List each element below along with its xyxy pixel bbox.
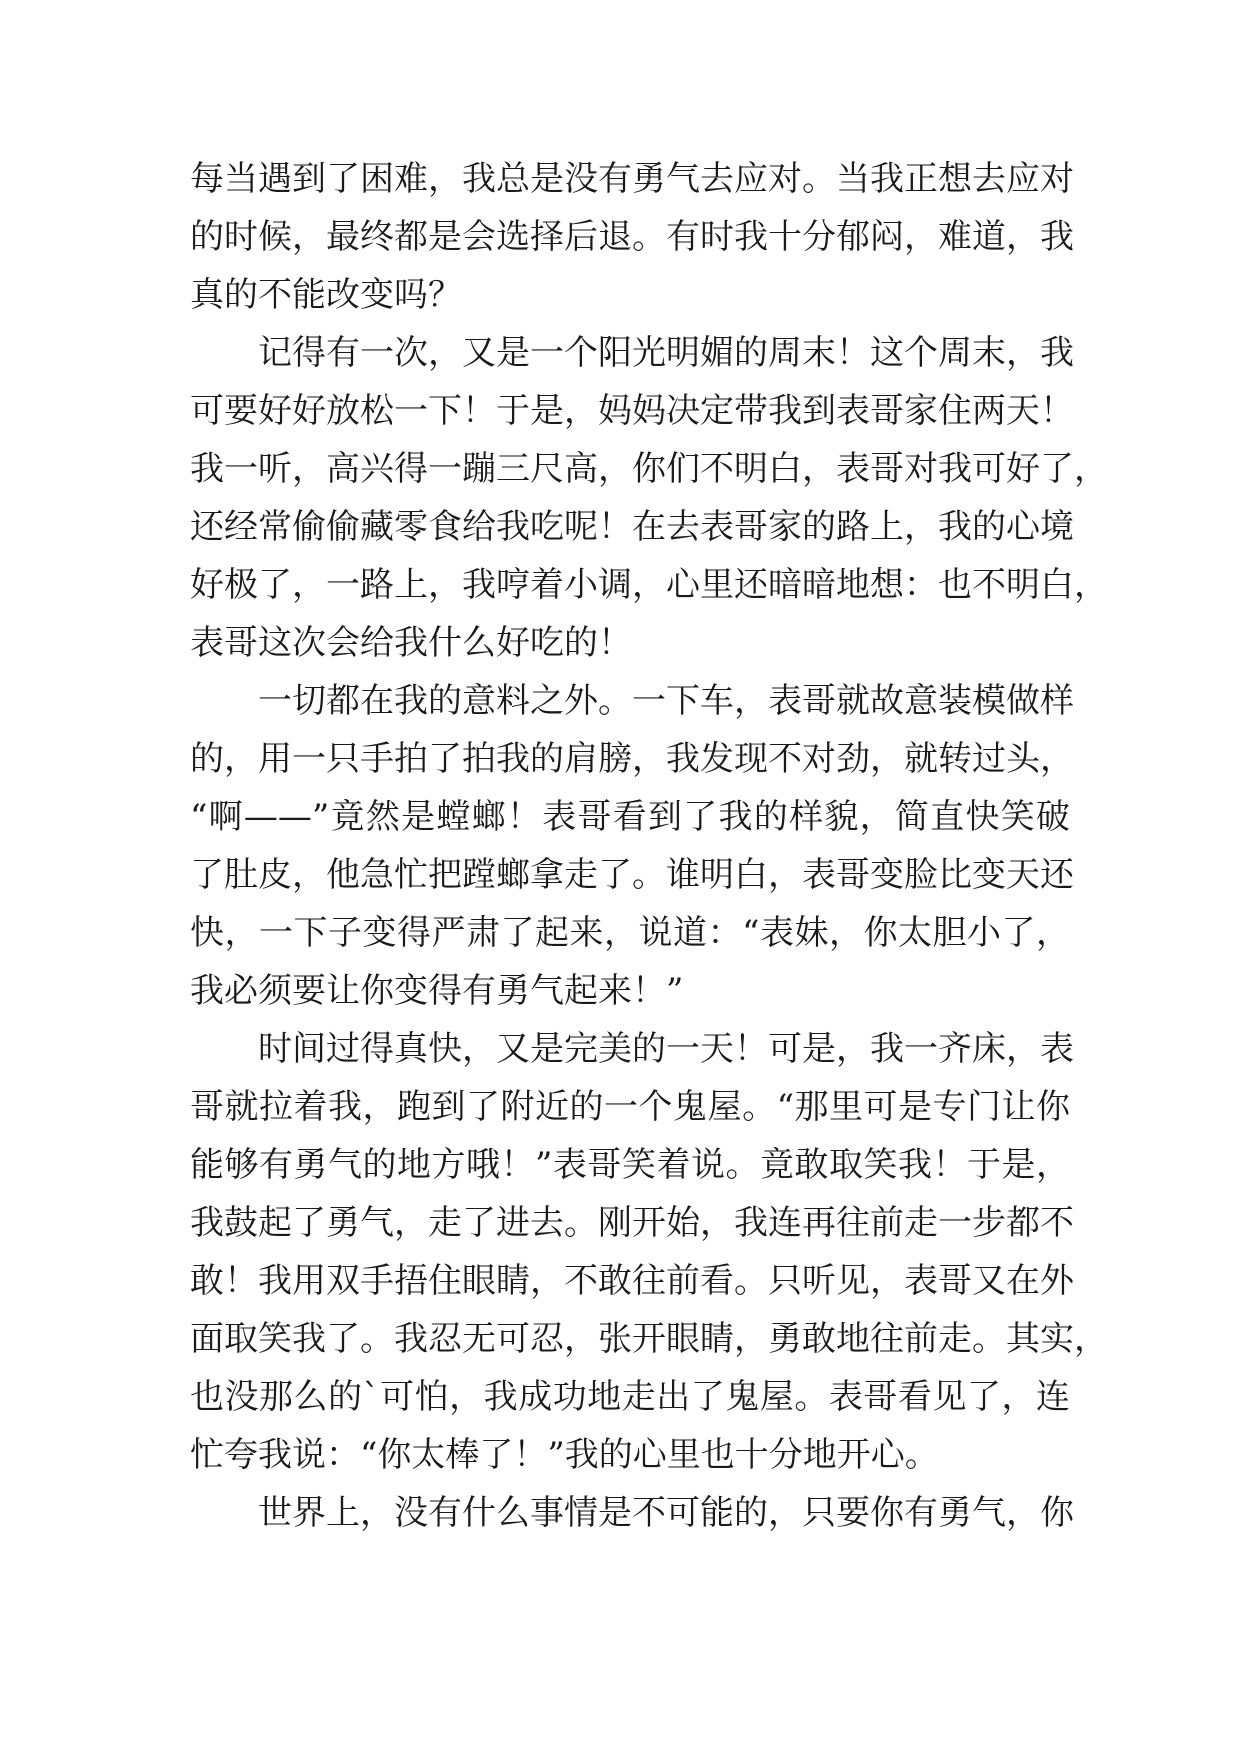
text-line: 还经常偷偷藏零食给我吃呢！在去表哥家的路上，我的心境 — [190, 507, 1074, 547]
essay-body — [190, 150, 1108, 1542]
text-line: 敢！我用双手捂住眼睛，不敢往前看。只听见，表哥又在外 — [190, 1261, 1074, 1301]
text-line: 可要好好放松一下！于是，妈妈决定带我到表哥家住两天！ — [190, 391, 1074, 431]
text-line: 记得有一次，又是一个阳光明媚的周末！这个周末，我 — [258, 333, 1074, 373]
text-line: 也没那么的`可怕，我成功地走出了鬼屋。表哥看见了，连 — [190, 1377, 1070, 1417]
text-line: 的，用一只手拍了拍我的肩膀，我发现不对劲，就转过头， — [190, 739, 1074, 779]
text-line: 我鼓起了勇气，走了进去。刚开始，我连再往前走一步都不 — [190, 1203, 1074, 1243]
text-line: 的时候，最终都是会选择后退。有时我十分郁闷，难道，我 — [190, 217, 1074, 257]
text-line: “啊——”竟然是螳螂！表哥看到了我的样貌，简直快笑破 — [190, 797, 1070, 837]
text-line: 表哥这次会给我什么好吃的！ — [190, 623, 632, 663]
text-line: 了肚皮，他急忙把蹚螂拿走了。谁明白，表哥变脸比变天还 — [190, 855, 1074, 895]
text-line: 能够有勇气的地方哦！”表哥笑着说。竟敢取笑我！于是， — [190, 1145, 1070, 1185]
text-line: 世界上，没有什么事情是不可能的，只要你有勇气，你 — [258, 1493, 1074, 1533]
text-line: 忙夸我说：“你太棒了！”我的心里也十分地开心。 — [190, 1435, 939, 1475]
text-line: 真的不能改变吗？ — [190, 275, 462, 315]
text-line: 好极了，一路上，我哼着小调，心里还暗暗地想：也不明白， — [190, 565, 1108, 605]
text-line: 快，一下子变得严肃了起来，说道：“表妹，你太胆小了， — [190, 913, 1070, 953]
text-line: 我必须要让你变得有勇气起来！” — [190, 971, 684, 1011]
text-line: 一切都在我的意料之外。一下车，表哥就故意装模做样 — [258, 681, 1074, 721]
text-line: 哥就拉着我，跑到了附近的一个鬼屋。“那里可是专门让你 — [190, 1087, 1070, 1127]
text-line: 每当遇到了困难，我总是没有勇气去应对。当我正想去应对 — [190, 159, 1074, 199]
text-line: 面取笑我了。我忍无可忍，张开眼睛，勇敢地往前走。其实， — [190, 1319, 1108, 1359]
text-line: 时间过得真快，又是完美的一天！可是，我一齐床，表 — [258, 1029, 1074, 1069]
text-line: 我一听，高兴得一蹦三尺高，你们不明白，表哥对我可好了， — [190, 449, 1108, 489]
